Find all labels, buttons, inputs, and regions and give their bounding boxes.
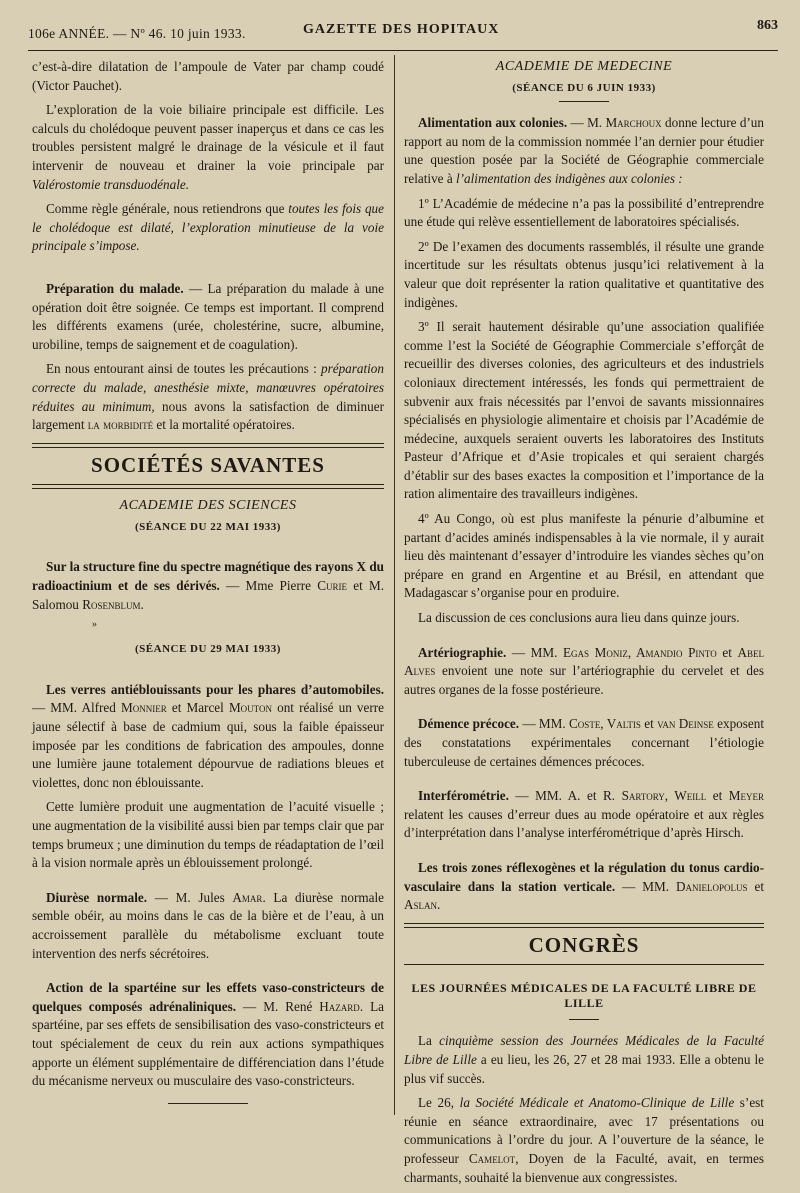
text: — MM. Alfred	[32, 700, 121, 716]
text: — MM.	[506, 644, 563, 660]
journal-title: GAZETTE DES HOPITAUX	[303, 22, 500, 37]
text: — MM.	[519, 716, 570, 732]
text: La	[418, 1033, 440, 1049]
author-name: Curie	[317, 578, 348, 594]
author-name: Amar	[232, 889, 263, 905]
paragraph	[32, 101, 384, 194]
smallcaps-text: la morbidité	[87, 417, 154, 433]
academy-title: ACADEMIE DES SCIENCES	[119, 498, 297, 514]
author-name: Meyer	[728, 788, 764, 804]
text: envoient une note sur l’artériographie du cervelet et des autres organes de la fosse postérieure.	[404, 663, 764, 697]
separator-mark: »	[92, 619, 97, 631]
short-rule	[569, 1019, 599, 1020]
author-name: Hazard	[319, 998, 360, 1014]
section-title: SOCIÉTÉS SAVANTES	[91, 452, 325, 477]
paragraph: 2º De l’examen des documents rassemblés, il résulte une grande incertitude sur les résultats obtenus jusqu’ici relativement à la valeur que doit représenter la ration qualitative et quantitative des indigènes.	[404, 238, 764, 310]
paragraph	[404, 114, 764, 188]
right-column	[404, 58, 764, 1193]
text: . La spartéine, par ses effets de sensibilisation des vaso-constricteurs et tout spécialement de ceux du rein aux actions sympathiques apporte un élément supplémentaire de différenciation dans l’étude du mécanisme nerveux ou musculaire des vaso-constricteurs.	[32, 998, 384, 1089]
paragraph-lead: Alimentation aux colonies.	[418, 115, 568, 131]
text: Comme règle générale, nous retiendrons que	[46, 201, 289, 217]
paragraph	[32, 889, 384, 963]
end-rule	[168, 1103, 248, 1104]
paragraph-lead: Préparation du malade.	[46, 280, 184, 296]
text: et M. Salomou	[32, 578, 384, 612]
paragraph: Cette lumière produit une augmentation de l’acuité visuelle ; une augmentation de la visibilité aussi bien par temps clair que par temps brumeux ; une diminution du temps de réadaptation de l’œil à la vision normale après un éblouissement prolongé.	[32, 799, 384, 871]
text: et	[706, 788, 729, 804]
text: ont réalisé un verre jaune sélectif à base de cadmium qui, sous la faible épaisseur imposée par les conditions de fabrication des ampoules, donne une lumière jaune totalement dépourvue de radiations bleues et violettes, donc non éblouissante.	[32, 700, 384, 790]
text: et	[640, 716, 658, 732]
paragraph: 3º Il serait hautement désirable qu’une association qualifiée comme l’est la Société de Géographie Commerciale s’efforçât de recueillir des diverses colonies, des agriculteurs et des industriels coloniaux directement intéressés, les fonds qui permettraient de subvenir aux frais nécessités par l’envoi de savants missionnaires spécialisés en physiologie alimentaire et choisis par l’Académie de médecine, auxquels seraient ouverts les laboratoires des Instituts Pasteur d’Afrique et d’Asie tropicales et qui seraient chargés d’établir sur des bases exactes la composition et l’importance de la ration alimentaire des travailleurs indigènes.	[404, 319, 764, 502]
text: exposent des constatations expérimentales concernant l’étiologie tuberculeuse de certaines démences précoces.	[404, 716, 765, 769]
text: L’exploration de la voie biliaire principale est difficile. Les calculs du cholédoque peuvent passer inaperçus et dans ce cas les troubles persistent malgré le drainage de la vésicule et il faut intervenir de nouveau et drainer la voie principale par	[32, 102, 384, 173]
paragraph	[32, 681, 384, 793]
author-name: Monnier	[120, 700, 167, 716]
paragraph-lead: Diurèse normale.	[46, 889, 148, 905]
subsection-title: LES JOURNÉES MÉDICALES DE LA FACULTÉ LIBRE DE LILLE	[411, 981, 757, 1011]
author-name: Coste, Valtis	[569, 716, 641, 732]
session-date: (SÉANCE DU 6 JUIN 1933)	[512, 81, 656, 94]
paragraph: c’est-à-dire dilatation de l’ampoule de Vater par champ coudé (Victor Pauchet).	[32, 59, 384, 93]
author-name: Sartory, Weill	[621, 788, 707, 804]
text: — M. René	[236, 998, 320, 1014]
paragraph-lead: Les trois zones réflexogènes et la régulation du tonus cardio-vasculaire dans la station verticale.	[404, 859, 764, 894]
author-name: Abel Alves	[404, 644, 764, 679]
column-divider	[394, 55, 395, 1115]
paragraph: La discussion de ces conclusions aura lieu dans quinze jours.	[418, 610, 740, 626]
paragraph: 1º L’Académie de médecine n’a pas la possibilité d’entreprendre une étude qui relève essentiellement de laboratoires spécialisés.	[404, 195, 764, 230]
section-rule	[32, 443, 384, 448]
paragraph	[404, 644, 764, 700]
text: — M. Jules	[147, 889, 233, 905]
paragraph-lead: Interférométrie.	[418, 788, 509, 804]
italic-text: cinquième session des Journées Médicales de la Faculté Libre de Lille	[404, 1033, 764, 1067]
author-name: Camelot	[468, 1150, 516, 1166]
italic-text: l’alimentation des indigènes aux colonies :	[455, 170, 683, 186]
text: et	[747, 878, 764, 894]
paragraph-lead: Action de la spartéine sur les effets vaso-constricteurs de quelques composés adrénaliniques.	[32, 980, 384, 1014]
italic-text: la Société Médicale et Anatomo-Clinique de Lille	[459, 1095, 735, 1111]
paragraph	[32, 360, 384, 434]
text: — MM.	[615, 878, 676, 894]
author-name: Marchoux	[605, 115, 662, 131]
session-date: (SÉANCE DU 22 MAI 1933)	[135, 520, 281, 533]
paragraph-lead: Sur la structure fine du spectre magnétique des rayons X du radioactinium et de ses dérivés.	[32, 559, 384, 594]
section-rule	[404, 964, 764, 965]
text: et Marcel	[166, 700, 229, 716]
short-rule	[559, 101, 609, 102]
author-name: Aslan	[404, 897, 438, 913]
text: — Mme Pierre	[219, 578, 318, 594]
issue-info: 106e ANNÉE. — Nº 46. 10 juin 1933.	[28, 26, 246, 41]
page-number: 863	[757, 18, 778, 33]
section-rule	[404, 923, 764, 928]
paragraph-lead: Artériographie.	[418, 644, 507, 660]
paragraph	[32, 979, 384, 1091]
text: . La diurèse normale semble obéir, au moins dans le cas de la bière et de l’eau, à un accroissement parallèle du métabolisme excluant toute intervention des nerfs sécrétoires.	[32, 889, 384, 961]
paragraph-lead: Démence précoce.	[418, 716, 520, 732]
text: En nous entourant ainsi de toutes les précautions :	[46, 361, 321, 377]
text: .	[140, 596, 144, 612]
paragraph	[404, 1094, 764, 1187]
header-rule	[28, 50, 778, 51]
text: , Doyen de la Faculté, avait, en termes charmants, souhaité la bienvenue aux congressistes.	[404, 1150, 764, 1185]
paragraph	[404, 787, 764, 843]
left-column	[32, 58, 384, 1108]
author-name: Egas Moniz, Amandio Pinto	[562, 644, 717, 660]
text: nous avons la satisfaction de diminuer largement	[32, 398, 384, 433]
academy-title: ACADEMIE DE MEDECINE	[495, 59, 673, 74]
text: donne lecture d’un rapport au nom de la commission nommée l’an dernier pour étudier une question posée par la Société de Géographie commerciale relative à	[404, 115, 764, 186]
author-name: Mouton	[228, 700, 272, 716]
text: Le 26,	[418, 1095, 460, 1111]
paragraph: 4º Au Congo, où est plus manifeste la pénurie d’albumine et partant d’acides aminés indispensables à la vie normale, il y aurait lieu dès maintenant d’essayer d’introduire les viandes sèches qu’on prépare en grand en Argentine et au Brésil, en attendant que Madagascar s’organise pour en produire.	[404, 511, 764, 601]
section-title: CONGRÈS	[528, 932, 640, 957]
paragraph	[404, 715, 764, 771]
author-name: Rosenblum	[82, 596, 141, 612]
paragraph	[32, 558, 384, 614]
text: relatent les causes d’erreur dues au mode opératoire et aux règles d’interprétation dans l’analyse interférométrique d’après Hirsch.	[404, 806, 764, 841]
page-header	[28, 18, 778, 48]
paragraph-lead: Les verres antiéblouissants pour les phares d’automobiles.	[46, 681, 384, 697]
text: — M.	[567, 115, 606, 131]
text: a eu lieu, les 26, 27 et 28 mai 1933. Elle a obtenu le plus vif succès.	[404, 1051, 765, 1086]
text: et la mortalité opératoires.	[153, 417, 295, 433]
author-name: Danielopolus	[675, 878, 748, 894]
paragraph	[32, 280, 384, 354]
italic-text: toutes les fois que le cholédoque est dilaté, l’exploration minutieuse de la voie principale s’impose.	[32, 201, 384, 254]
text: .	[437, 897, 441, 913]
session-date: (SÉANCE DU 29 MAI 1933)	[135, 643, 281, 656]
italic-text: Valérostomie transduodénale.	[32, 176, 190, 192]
paragraph	[32, 200, 384, 256]
italic-text: préparation correcte du malade, anesthésie mixte, manœuvres opératoires réduites au minimum,	[32, 361, 384, 414]
text: s’est réunie en séance extraordinaire, avec 17 présentations ou communications à l’ordre du jour. A l’ouverture de la séance, le professeur	[404, 1095, 764, 1166]
paragraph	[404, 1032, 764, 1088]
text: — La préparation du malade à une opération doit être soignée. Ce temps est important. Il comprend les différents examens (urée, cholestérine, sucre, albumine, urobiline, temps de saignement et de coagulation).	[32, 280, 384, 352]
author-name: van Deinse	[657, 716, 714, 732]
section-rule	[32, 484, 384, 489]
text: — MM. A. et R.	[508, 788, 622, 804]
text: et	[716, 644, 738, 660]
paragraph	[404, 859, 764, 915]
